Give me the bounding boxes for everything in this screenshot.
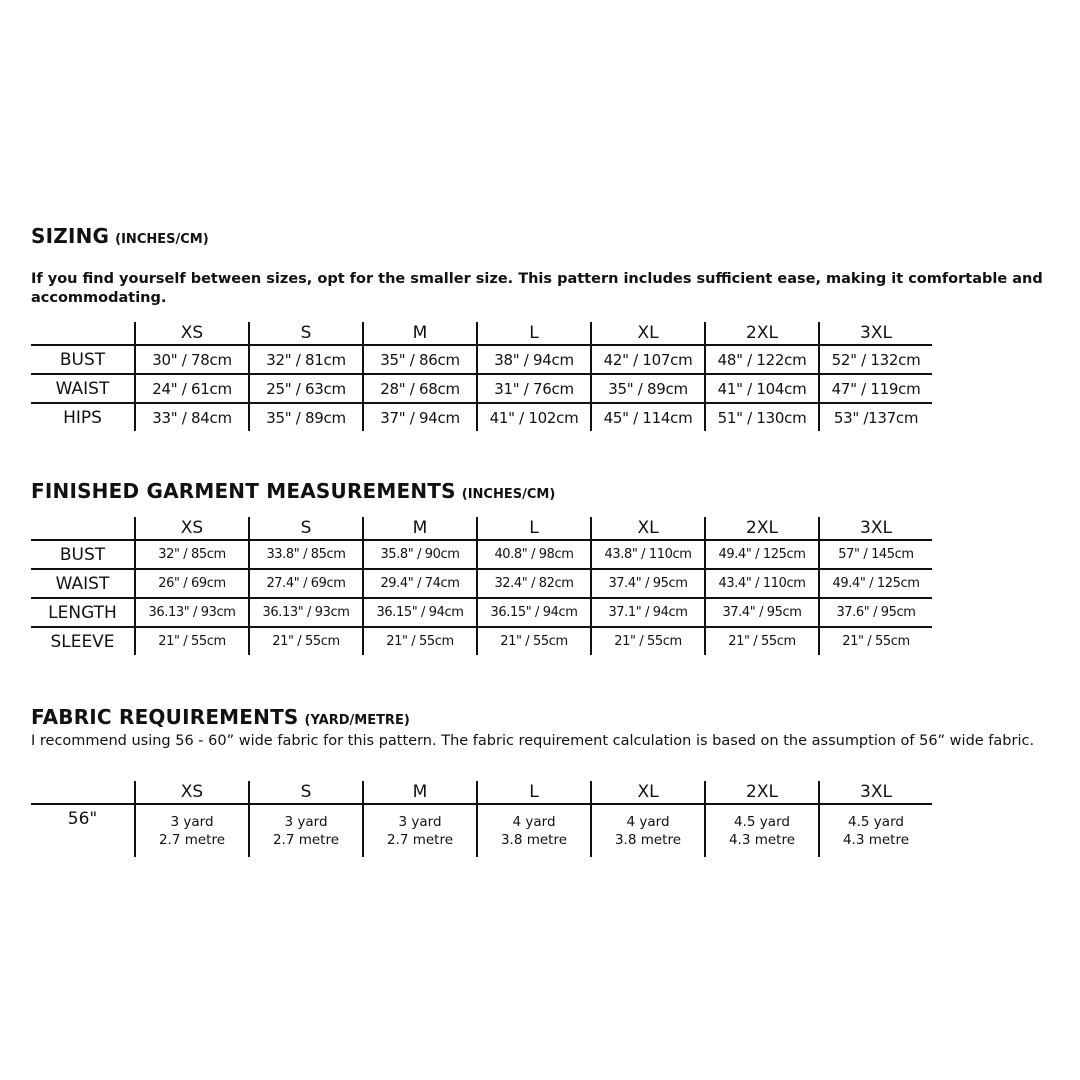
- fabric-yard: 4.5 yard: [848, 814, 904, 830]
- fabric-title: FABRIC REQUIREMENTS: [31, 705, 299, 729]
- table-row: [31, 540, 932, 569]
- table-cell: 40.8" / 98cm: [477, 540, 591, 569]
- size-header: S: [249, 322, 363, 345]
- table-row: [31, 569, 932, 598]
- table-cell: 21" / 55cm: [363, 627, 477, 655]
- table-cell: 57" / 145cm: [819, 540, 932, 569]
- table-cell: 31" / 76cm: [477, 374, 591, 403]
- table-cell: 53" /137cm: [819, 403, 932, 431]
- table-row: [31, 374, 932, 403]
- sizing-note-emphasis: opt for the smaller size.: [317, 271, 514, 287]
- size-header: 2XL: [705, 781, 819, 804]
- size-header: L: [477, 517, 591, 540]
- table-cell: [591, 804, 705, 857]
- table-cell: 36.13" / 93cm: [135, 598, 249, 627]
- fabric-note: I recommend using 56 - 60” wide fabric for this pattern. The fabric requirement calculation is based on the assumption of 56” wide fabric.: [31, 733, 1035, 749]
- table-row: [31, 627, 932, 655]
- row-label: BUST: [31, 345, 135, 374]
- sizing-note: If you find yourself between sizes, opt for the smaller size. This pattern includes sufficient ease, making it comfortable and accommodating.: [31, 271, 1043, 306]
- garment-title: FINISHED GARMENT MEASUREMENTS: [31, 479, 456, 503]
- size-header: XS: [135, 322, 249, 345]
- table-cell: 35" / 89cm: [591, 374, 705, 403]
- table-cell: 42" / 107cm: [591, 345, 705, 374]
- table-cell: 21" / 55cm: [249, 627, 363, 655]
- table-cell: 36.13" / 93cm: [249, 598, 363, 627]
- row-label: 56": [67, 809, 98, 829]
- fabric-metre: 4.3 metre: [728, 832, 796, 848]
- table-cell: 21" / 55cm: [477, 627, 591, 655]
- table-cell: 37.4" / 95cm: [591, 569, 705, 598]
- table-header-row: [31, 517, 932, 540]
- table-cell: 36.15" / 94cm: [363, 598, 477, 627]
- sizing-title: SIZING: [31, 224, 110, 248]
- table-cell: 33.8" / 85cm: [249, 540, 363, 569]
- fabric-metre: 2.7 metre: [158, 832, 226, 848]
- table-row: [31, 804, 932, 857]
- size-header: XS: [135, 781, 249, 804]
- table-cell: 48" / 122cm: [705, 345, 819, 374]
- size-header: S: [249, 517, 363, 540]
- fabric-metre: 2.7 metre: [386, 832, 454, 848]
- table-cell: 30" / 78cm: [135, 345, 249, 374]
- sizing-unit: (INCHES/CM): [115, 232, 209, 247]
- table-cell: 21" / 55cm: [705, 627, 819, 655]
- size-header: 2XL: [705, 322, 819, 345]
- table-cell: 43.4" / 110cm: [705, 569, 819, 598]
- table-cell: 29.4" / 74cm: [363, 569, 477, 598]
- table-cell: 37" / 94cm: [363, 403, 477, 431]
- table-cell: 32" / 81cm: [249, 345, 363, 374]
- size-header: XL: [591, 781, 705, 804]
- fabric-metre: 3.8 metre: [614, 832, 682, 848]
- fabric-metre: 4.3 metre: [842, 832, 910, 848]
- table-header-row: [31, 322, 932, 345]
- size-header: L: [477, 322, 591, 345]
- table-cell: 37.1" / 94cm: [591, 598, 705, 627]
- table-cell: 41" / 104cm: [705, 374, 819, 403]
- table-row: [31, 598, 932, 627]
- row-label: WAIST: [31, 569, 135, 598]
- table-cell: [363, 804, 477, 857]
- fabric-yard: 3 yard: [398, 814, 442, 830]
- table-cell: 24" / 61cm: [135, 374, 249, 403]
- fabric-metre: 2.7 metre: [272, 832, 340, 848]
- table-cell: 38" / 94cm: [477, 345, 591, 374]
- table-cell: 32" / 85cm: [135, 540, 249, 569]
- sizing-heading: [31, 224, 1066, 248]
- table-row: [31, 403, 932, 431]
- size-header: M: [363, 781, 477, 804]
- table-cell: [705, 804, 819, 857]
- table-cell: 28" / 68cm: [363, 374, 477, 403]
- size-header: 3XL: [819, 517, 932, 540]
- fabric-yard: 3 yard: [170, 814, 214, 830]
- table-cell: 32.4" / 82cm: [477, 569, 591, 598]
- size-header: 3XL: [819, 781, 932, 804]
- table-cell: 45" / 114cm: [591, 403, 705, 431]
- table-cell: 25" / 63cm: [249, 374, 363, 403]
- table-cell: 43.8" / 110cm: [591, 540, 705, 569]
- table-cell: 35.8" / 90cm: [363, 540, 477, 569]
- table-cell: [477, 804, 591, 857]
- sizing-table: [31, 322, 932, 431]
- table-cell: 41" / 102cm: [477, 403, 591, 431]
- fabric-metre: 3.8 metre: [500, 832, 568, 848]
- table-cell: 26" / 69cm: [135, 569, 249, 598]
- size-header: S: [249, 781, 363, 804]
- size-header: L: [477, 781, 591, 804]
- table-cell: 35" / 86cm: [363, 345, 477, 374]
- size-header: M: [363, 322, 477, 345]
- fabric-table: [31, 781, 932, 857]
- fabric-yard: 3 yard: [284, 814, 328, 830]
- size-header: 2XL: [705, 517, 819, 540]
- table-cell: 37.6" / 95cm: [819, 598, 932, 627]
- table-header-row: [31, 781, 932, 804]
- table-cell: 49.4" / 125cm: [705, 540, 819, 569]
- fabric-heading: [31, 705, 1066, 729]
- fabric-unit: (YARD/METRE): [304, 713, 410, 728]
- table-cell: 21" / 55cm: [135, 627, 249, 655]
- size-header: XS: [135, 517, 249, 540]
- table-cell: 35" / 89cm: [249, 403, 363, 431]
- row-label: HIPS: [63, 407, 102, 428]
- table-cell: 33" / 84cm: [135, 403, 249, 431]
- table-cell: 51" / 130cm: [705, 403, 819, 431]
- fabric-yard: 4 yard: [512, 814, 556, 830]
- table-cell: 21" / 55cm: [819, 627, 932, 655]
- table-cell: [249, 804, 363, 857]
- fabric-yard: 4 yard: [626, 814, 670, 830]
- garment-table: [31, 517, 932, 655]
- fabric-yard: 4.5 yard: [734, 814, 790, 830]
- table-cell: 21" / 55cm: [591, 627, 705, 655]
- table-cell: 27.4" / 69cm: [249, 569, 363, 598]
- table-cell: 36.15" / 94cm: [477, 598, 591, 627]
- table-cell: 37.4" / 95cm: [705, 598, 819, 627]
- size-header: M: [363, 517, 477, 540]
- size-header: 3XL: [819, 322, 932, 345]
- row-label: LENGTH: [31, 598, 135, 627]
- table-cell: 49.4" / 125cm: [819, 569, 932, 598]
- table-cell: [135, 804, 249, 857]
- table-cell: [819, 804, 932, 857]
- table-cell: 52" / 132cm: [819, 345, 932, 374]
- table-row: [31, 345, 932, 374]
- size-header: XL: [591, 517, 705, 540]
- size-header: XL: [591, 322, 705, 345]
- garment-heading: [31, 479, 1066, 503]
- row-label: BUST: [31, 540, 135, 569]
- row-label: SLEEVE: [50, 631, 115, 652]
- garment-unit: (INCHES/CM): [461, 487, 556, 502]
- row-label: WAIST: [31, 374, 135, 403]
- table-cell: 47" / 119cm: [819, 374, 932, 403]
